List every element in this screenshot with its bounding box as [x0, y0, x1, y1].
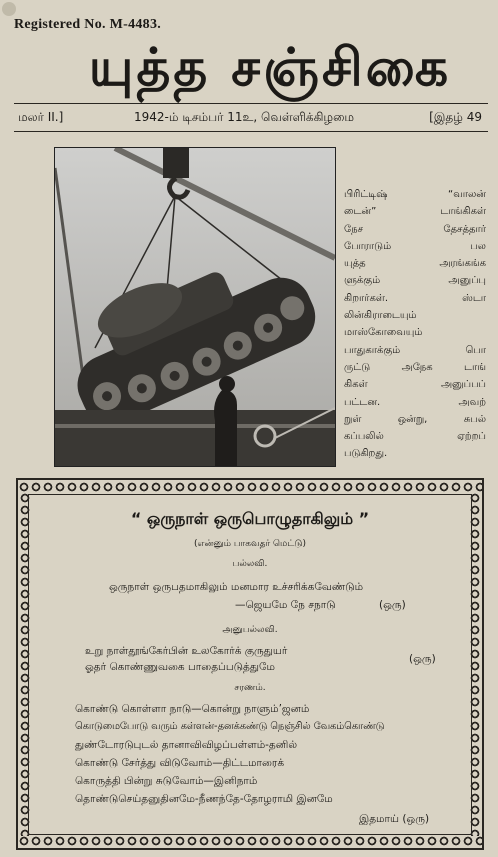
charanam-line: தொண்டுசெய்தனுதினமே-நீணந்தே-தோழராமி இனமே: [75, 793, 333, 805]
song-title: “ ஒருநாள் ஒருபொழுதாகிலும் ”: [130, 509, 370, 528]
tank-photo: [54, 147, 336, 467]
paper-stain: [2, 2, 16, 16]
top-rule: [14, 103, 488, 104]
charanam-line: கொண்டு சேர்த்து விடுவோம்—திட்டமாரைக்: [75, 757, 285, 769]
caption-line: கிகள் அனுப்பப்: [344, 379, 486, 391]
caption-line: பட்டன. அவற்: [344, 396, 486, 408]
caption-line: ளுக்கும் அனுப்பு: [344, 275, 486, 287]
caption-line: பிரிட்டிஷ் “வாலன்: [344, 189, 486, 200]
charanam-heading: சரணம்.: [234, 683, 266, 693]
anupallavi-line: உறு நாள்தூங்கேர்பின் உலகோர்க் குருதுயர்: [85, 645, 288, 657]
tank-loading-illustration: [55, 148, 335, 466]
anupallavi-line: ஓதர் கொண்ணுவகை பாதைப்படுத்துமே: [85, 661, 275, 673]
caption-line: ருட்டு அநேக டாங்: [344, 361, 486, 373]
caption-line: யுத்த அரங்கங்க: [344, 258, 486, 270]
pallavi-line: ஒருநாள் ஒருபதமாகிலும் மனமார உச்சரிக்கவேண்டும்: [109, 581, 364, 593]
pallavi-tag: (ஒரு): [379, 599, 406, 611]
issue-date: 1942-ம் டிசம்பர் 11உ, வெள்ளிக்கிழமை: [134, 110, 355, 124]
issue-line: [14, 108, 488, 130]
registration-number: Registered No. M-4483.: [14, 17, 162, 32]
charanam-tag: இதமாய் (ஒரு): [359, 813, 430, 825]
caption-line: படுகிறது.: [344, 448, 388, 460]
caption-line: றுள் ஒன்று, சுபல்: [344, 413, 486, 425]
caption-line: பாதுகாக்கும் பொ: [344, 344, 486, 356]
caption-line: மாஸ்கோவையும்: [344, 327, 423, 339]
caption-line: நேச தேசத்தார்: [344, 223, 486, 235]
charanam-line: கொடுமைபோடு வரும் கள்ளன்-தனக்கண்டு நெஞ்சில் வேகம்கொண்டு: [75, 721, 385, 732]
song-tune: (என்னும் பாகவதர் மெட்டு): [194, 539, 306, 549]
charanam-line: கொண்டு கொள்ளா நாடு—கொன்று நாளும்’ஜனம்: [75, 703, 310, 715]
caption-line: கப்பலில் ஏற்றப்: [344, 431, 486, 443]
anupallavi-heading: அனுபல்லவி.: [222, 625, 278, 635]
song-panel: [28, 494, 472, 835]
charanam-line: துண்டோரடுபுடல் தானாவிவிழப்பள்ளம்-தனில்: [75, 739, 298, 751]
anupallavi-tag: (ஒரு): [409, 653, 436, 665]
caption-line: டைன்” டாங்கிகள்: [344, 206, 486, 218]
issue-number: [இதழ் 49: [429, 110, 482, 124]
masthead-title: யுத்த சஞ்சிகை: [88, 38, 452, 98]
caption-line: கிறார்கள். ஸ்டா: [344, 292, 486, 304]
chain-border-bottom: [18, 835, 482, 847]
pallavi-heading: பல்லவி.: [232, 559, 268, 569]
bottom-rule: [14, 131, 488, 132]
chain-border-top: [18, 481, 482, 493]
photo-caption: [344, 186, 486, 463]
caption-line: லின்கிராடையும்: [344, 310, 417, 322]
pallavi-line: —ஜெயமே நே சநாடு: [235, 599, 336, 611]
caption-line: போராடும் பல: [344, 240, 486, 252]
charanam-line: கொருத்தி பின்று சுடுவோம்—இனிநாம்: [75, 775, 258, 787]
volume-label: மலர் II.]: [18, 110, 64, 124]
